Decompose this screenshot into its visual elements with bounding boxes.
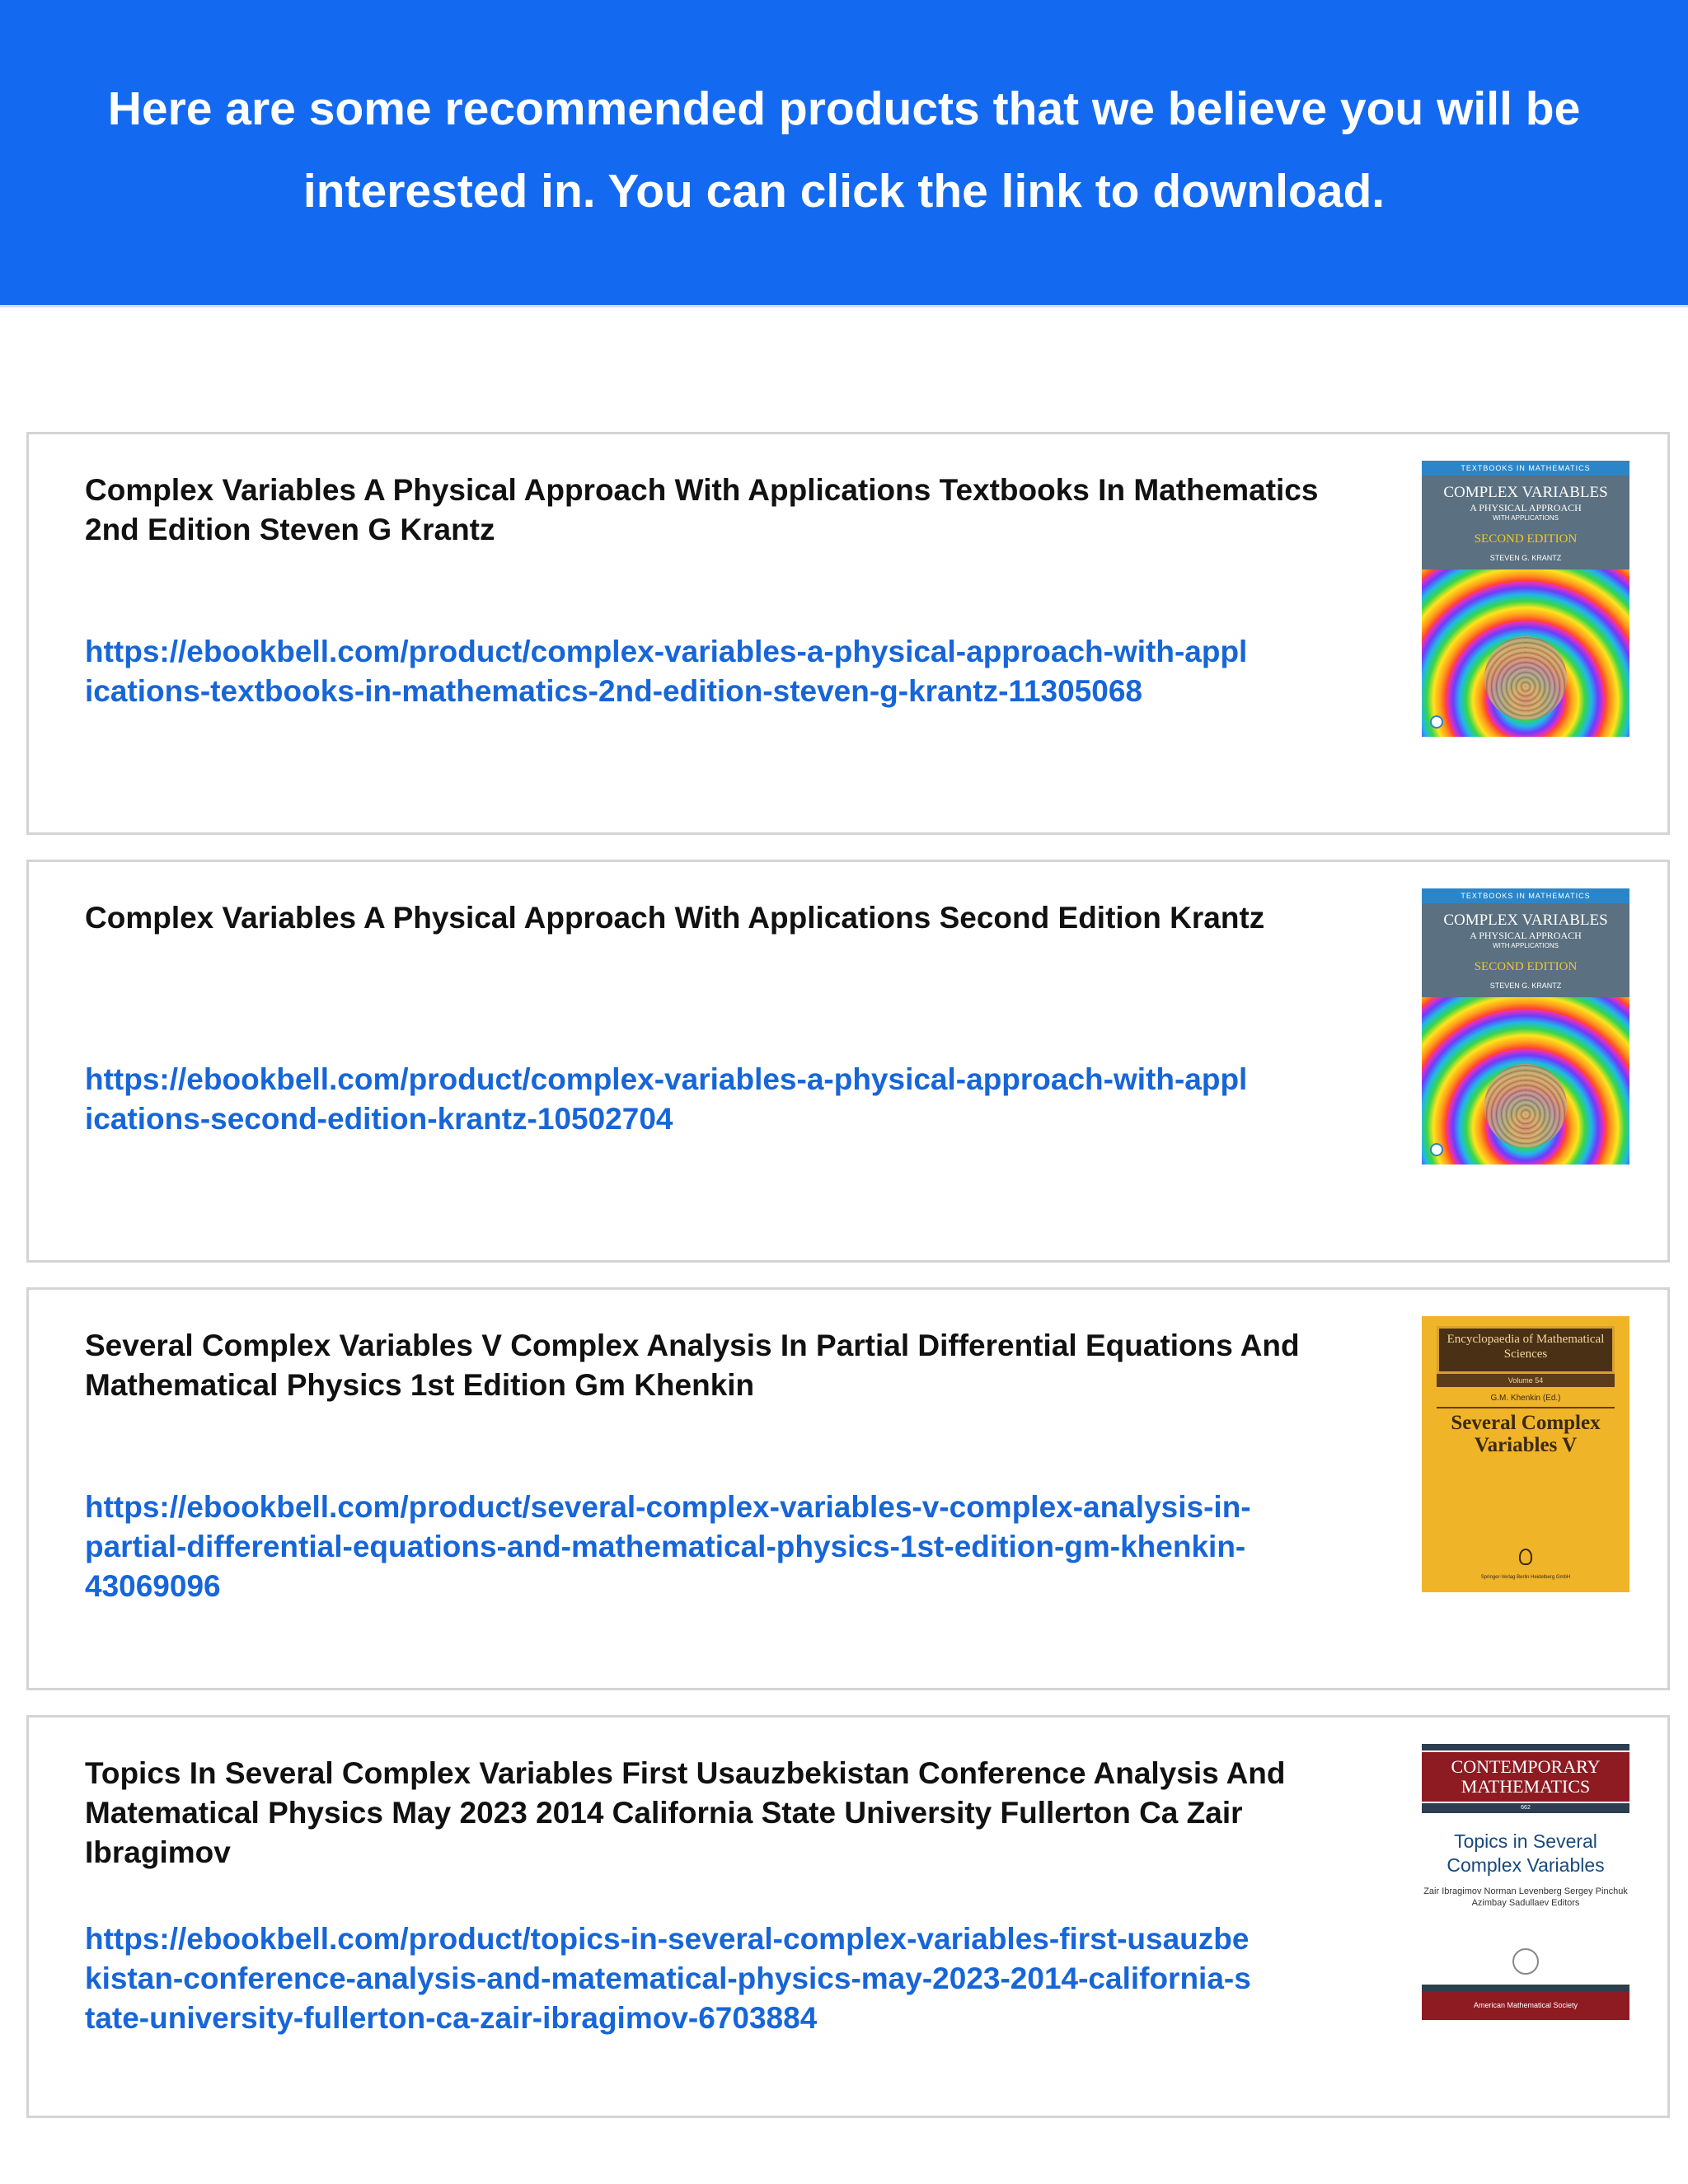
divider (1437, 1407, 1615, 1408)
product-card (26, 432, 1670, 835)
publisher-logo-icon (1430, 715, 1443, 729)
product-link[interactable]: https://ebookbell.com/product/topics-in-several-complex-variables-first-usauzbekistan-conference-analysis-and-matematical-physics-may-2023-2014-california-state-university-fullerton-ca-zair-ibragimov-6703884 (85, 1922, 1251, 2035)
society-seal-icon (1512, 1948, 1539, 1975)
book-cover-image: TEXTBOOKS IN MATHEMATICS COMPLEX VARIABLES A PHYSICAL APPROACH WITH APPLICATIONS SECOND EDITION STEVEN G. KRANTZ (1422, 888, 1629, 1165)
banner-text: Here are some recommended products that we believe you will be interested in. You can click the link to download. (107, 82, 1581, 218)
product-title: Topics In Several Complex Variables First Usauzbekistan Conference Analysis And Matematical Physics May 2023 2014 California State University Fullerton Ca Zair Ibragimov (85, 1756, 1286, 1869)
product-title: Complex Variables A Physical Approach With Applications Textbooks In Mathematics 2nd Edition Steven G Krantz (85, 473, 1319, 546)
book-cover-image: Encyclopaedia of Mathematical Sciences Volume 54 G.M. Khenkin (Ed.) Several Complex Variables V Springer-Verlag Berlin Heidelberg GmbH (1422, 1316, 1629, 1592)
product-card (26, 1715, 1670, 2118)
product-link[interactable]: https://ebookbell.com/product/several-complex-variables-v-complex-analysis-in-partial-differential-equations-and-mathematical-physics-1st-edition-gm-khenkin-43069096 (85, 1490, 1251, 1603)
product-link[interactable]: https://ebookbell.com/product/complex-variables-a-physical-approach-with-applications-textbooks-in-mathematics-2nd-edition-steven-g-krantz-11305068 (85, 635, 1248, 708)
book-cover-image: TEXTBOOKS IN MATHEMATICS COMPLEX VARIABLES A PHYSICAL APPROACH WITH APPLICATIONS SECOND EDITION STEVEN G. KRANTZ (1422, 461, 1629, 737)
product-card (26, 1287, 1670, 1690)
product-title: Several Complex Variables V Complex Analysis In Partial Differential Equations And Mathematical Physics 1st Edition Gm Khenkin (85, 1329, 1300, 1402)
publisher-logo-icon (1430, 1143, 1443, 1156)
book-cover-image: CONTEMPORARY MATHEMATICS 662 Topics in Several Complex Variables Zair Ibragimov Norman Levenberg Sergey Pinchuk Azimbay Sadullaev Editors American Mathematical Society (1422, 1744, 1629, 2020)
publisher-emblem-icon (1519, 1549, 1532, 1565)
product-card (26, 860, 1670, 1263)
cover-artwork (1422, 569, 1629, 737)
product-title: Complex Variables A Physical Approach With Applications Second Edition Krantz (85, 901, 1265, 935)
product-link[interactable]: https://ebookbell.com/product/complex-variables-a-physical-approach-with-applications-second-edition-krantz-10502704 (85, 1062, 1248, 1136)
recommendation-banner (0, 0, 1688, 307)
cover-artwork (1422, 997, 1629, 1165)
